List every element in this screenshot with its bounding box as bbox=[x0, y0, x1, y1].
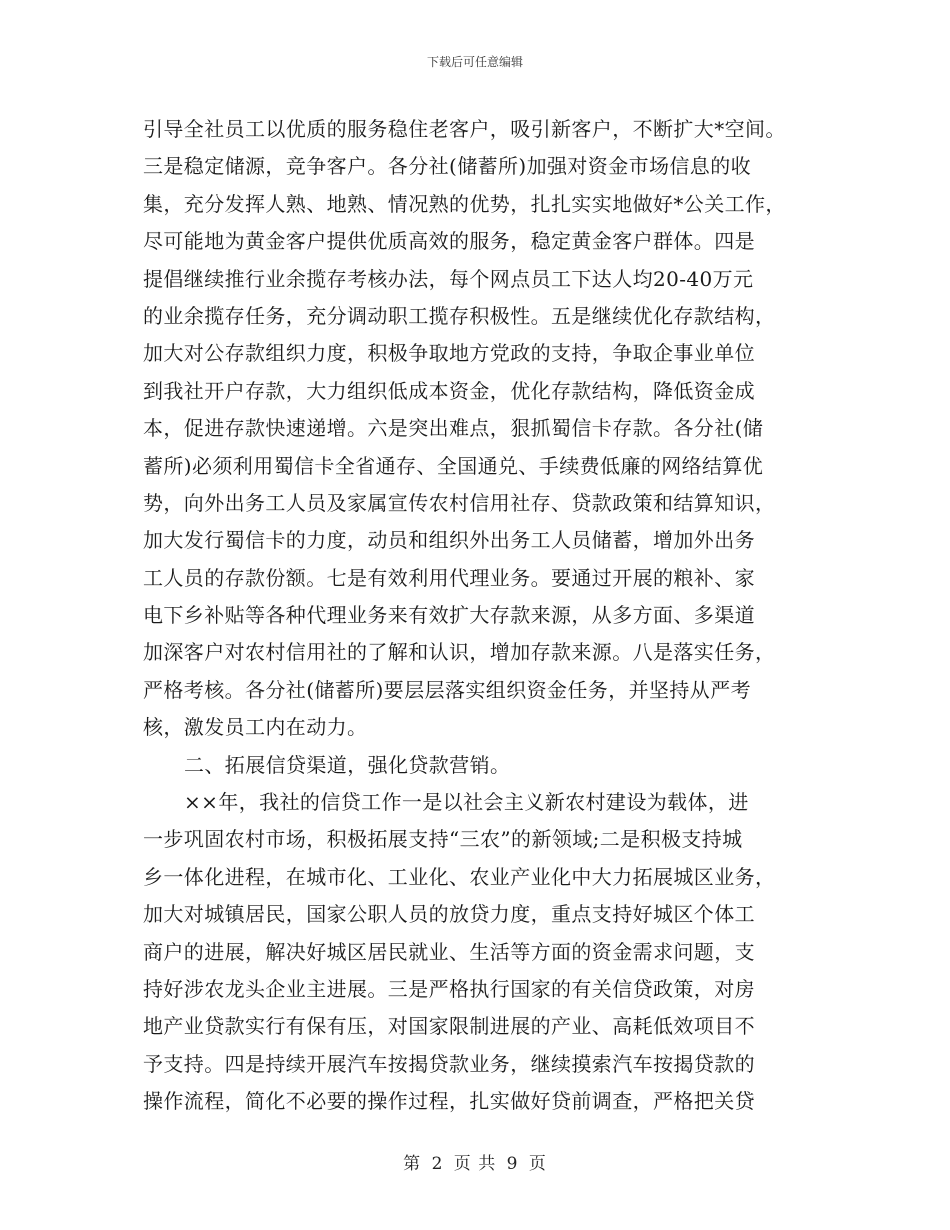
body-line: 尽可能地为黄金客户提供优质高效的服务，稳定黄金客户群体。四是 bbox=[143, 229, 755, 254]
body-line: 的业余揽存任务，充分调动职工揽存积极性。五是继续优化存款结构， bbox=[143, 303, 776, 328]
body-line: 集，充分发挥人熟、地熟、情况熟的优势，扎扎实实地做好*公关工作， bbox=[143, 191, 786, 216]
page-number-middle: 页 共 bbox=[453, 1154, 497, 1174]
body-line: 操作流程，简化不必要的操作过程，扎实做好贷前调查，严格把关贷 bbox=[143, 1089, 755, 1114]
body-line: 三是稳定储源，竞争客户。各分社(储蓄所)加强对资金市场信息的收 bbox=[143, 154, 752, 179]
body-line: 引导全社员工以优质的服务稳住老客户，吸引新客户，不断扩大*空间。 bbox=[143, 117, 786, 141]
body-line: ××年，我社的信贷工作一是以社会主义新农村建设为载体，进 bbox=[184, 790, 749, 815]
page-footer bbox=[0, 1149, 950, 1174]
body-line: 乡一体化进程，在城市化、工业化、农业产业化中大力拓展城区业务， bbox=[143, 864, 776, 889]
body-line: 电下乡补贴等各种代理业务来有效扩大存款来源，从多方面、多渠道 bbox=[143, 603, 755, 628]
document-body bbox=[143, 111, 815, 1121]
body-line: 加大发行蜀信卡的力度，动员和组织外出务工人员储蓄，增加外出务 bbox=[143, 528, 755, 553]
body-line: 到我社开户存款，大力组织低成本资金，优化存款结构，降低资金成 bbox=[143, 378, 755, 403]
body-line: 势，向外出务工人员及家属宣传农村信用社存、贷款政策和结算知识， bbox=[143, 490, 776, 515]
body-line: 地产业贷款实行有保有压，对国家限制进展的产业、高耗低效项目不 bbox=[143, 1014, 755, 1039]
body-line: 蓄所)必须利用蜀信卡全省通存、全国通兑、手续费低廉的网络结算优 bbox=[143, 453, 764, 478]
page-header-note: 下载后可任意编辑 bbox=[426, 55, 523, 69]
body-line: 核，激发员工内在动力。 bbox=[143, 715, 368, 740]
body-line: 加大对城镇居民，国家公职人员的放贷力度，重点支持好城区个体工 bbox=[143, 902, 755, 927]
body-line: 一步巩固农村市场，积极拓展支持“三农”的新领域;二是积极支持城 bbox=[143, 827, 743, 852]
body-line: 工人员的存款份额。七是有效利用代理业务。要通过开展的粮补、家 bbox=[143, 565, 755, 590]
body-line: 加大对公存款组织力度，积极争取地方党政的支持，争取企事业单位 bbox=[143, 341, 755, 366]
body-line: 持好涉农龙头企业主进展。三是严格执行国家的有关信贷政策，对房 bbox=[143, 976, 755, 1001]
body-line: 加深客户对农村信用社的了解和认识，增加存款来源。八是落实任务， bbox=[143, 640, 776, 665]
body-line: 予支持。四是持续开展汽车按揭贷款业务，继续摸索汽车按揭贷款的 bbox=[143, 1051, 755, 1076]
section-heading: 二、拓展信贷渠道，强化贷款营销。 bbox=[184, 752, 511, 777]
body-line: 本，促进存款快速递增。六是突出难点，狠抓蜀信卡存款。各分社(储 bbox=[143, 416, 764, 441]
body-line: 提倡继续推行业余揽存考核办法，每个网点员工下达人均20-40万元 bbox=[143, 266, 754, 291]
body-line: 严格考核。各分社(储蓄所)要层层落实组织资金任务，并坚持从严考 bbox=[143, 677, 752, 702]
page-number-suffix: 页 bbox=[528, 1154, 547, 1174]
page-number-current: 2 bbox=[431, 1154, 444, 1174]
page-number-prefix: 第 bbox=[403, 1154, 422, 1174]
body-line: 商户的进展，解决好城区居民就业、生活等方面的资金需求问题，支 bbox=[143, 939, 755, 964]
page-number-total: 9 bbox=[506, 1154, 519, 1174]
